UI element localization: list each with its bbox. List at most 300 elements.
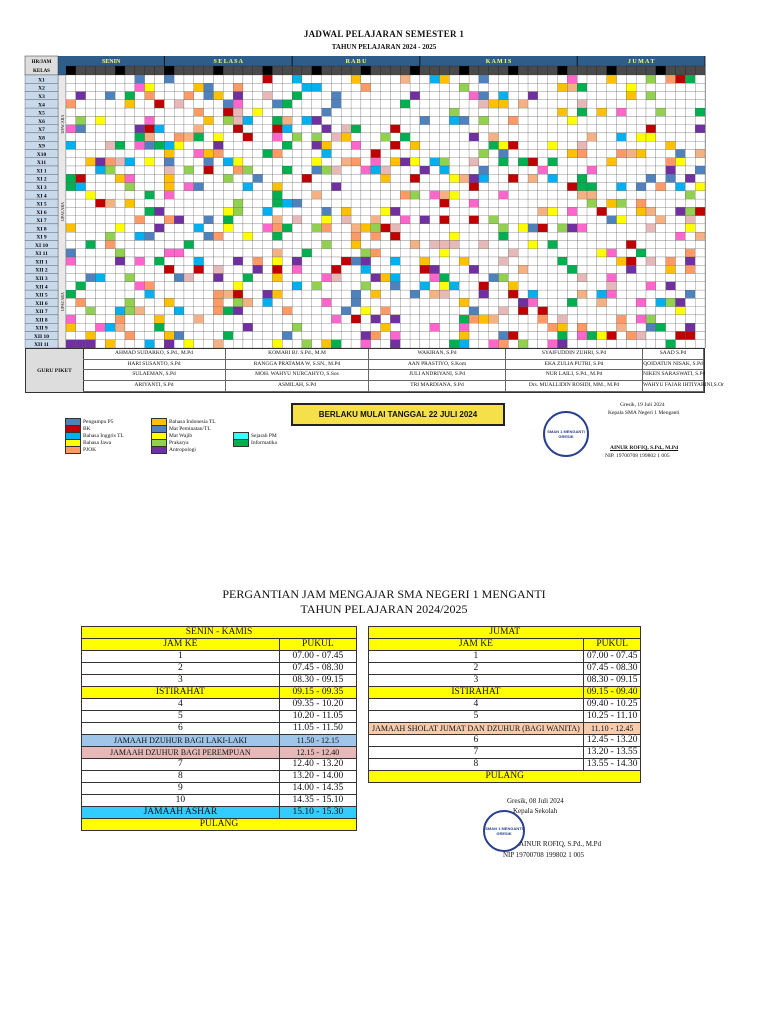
schedule-cell bbox=[302, 249, 312, 257]
grid-period-cell bbox=[361, 66, 371, 75]
schedule-cell bbox=[577, 249, 587, 257]
schedule-cell bbox=[341, 249, 351, 257]
sign2-role: Kepala Sekolah bbox=[513, 807, 558, 815]
schedule-cell bbox=[685, 174, 695, 182]
schedule-cell bbox=[577, 183, 587, 191]
schedule-cell bbox=[312, 116, 322, 124]
schedule-cell bbox=[76, 240, 86, 248]
schedule-cell bbox=[341, 274, 351, 282]
schedule-cell bbox=[597, 323, 607, 331]
schedule-cell bbox=[400, 232, 410, 240]
schedule-cell bbox=[154, 199, 164, 207]
schedule-cell bbox=[479, 100, 489, 108]
schedule-cell bbox=[253, 240, 263, 248]
schedule-cell bbox=[440, 100, 450, 108]
schedule-cell bbox=[410, 133, 420, 141]
grid-period-cell bbox=[322, 66, 332, 75]
class-label: XII 10 bbox=[33, 333, 50, 340]
jumat-pukul: 13.55 - 14.30 bbox=[583, 759, 641, 771]
schedule-cell bbox=[440, 232, 450, 240]
schedule-cell bbox=[361, 199, 371, 207]
schedule-cell bbox=[459, 249, 469, 257]
schedule-cell bbox=[440, 207, 450, 215]
schedule-cell bbox=[558, 340, 568, 348]
schedule-cell bbox=[685, 216, 695, 224]
schedule-cell bbox=[430, 75, 440, 83]
schedule-cell bbox=[390, 315, 400, 323]
schedule-cell bbox=[685, 133, 695, 141]
schedule-cell bbox=[174, 331, 184, 339]
schedule-cell bbox=[125, 108, 135, 116]
schedule-cell bbox=[420, 216, 430, 224]
schedule-cell bbox=[636, 290, 646, 298]
schedule-cell bbox=[400, 274, 410, 282]
schedule-cell bbox=[666, 183, 676, 191]
grid-period-cell bbox=[400, 66, 410, 75]
senin-kamis-row bbox=[82, 627, 357, 639]
schedule-cell bbox=[518, 83, 528, 91]
schedule-cell bbox=[587, 174, 597, 182]
schedule-cell bbox=[626, 290, 636, 298]
schedule-cell bbox=[518, 274, 528, 282]
schedule-cell bbox=[420, 274, 430, 282]
schedule-cell bbox=[184, 92, 194, 100]
schedule-cell bbox=[145, 100, 155, 108]
schedule-cell bbox=[449, 249, 459, 257]
schedule-cell bbox=[430, 265, 440, 273]
schedule-cell bbox=[213, 240, 223, 248]
schedule-cell bbox=[695, 298, 705, 306]
schedule-cell bbox=[390, 141, 400, 149]
schedule-cell bbox=[646, 141, 656, 149]
schedule-cell bbox=[154, 149, 164, 157]
schedule-cell bbox=[685, 83, 695, 91]
schedule-cell bbox=[666, 274, 676, 282]
schedule-cell bbox=[587, 331, 597, 339]
schedule-cell bbox=[341, 340, 351, 348]
schedule-cell bbox=[223, 207, 233, 215]
schedule-cell bbox=[351, 265, 361, 273]
schedule-cell bbox=[302, 158, 312, 166]
schedule-cell bbox=[331, 133, 341, 141]
schedule-cell bbox=[420, 158, 430, 166]
schedule-cell bbox=[685, 331, 695, 339]
schedule-cell bbox=[351, 207, 361, 215]
grid-period-cell bbox=[410, 66, 420, 75]
schedule-cell bbox=[233, 307, 243, 315]
schedule-cell bbox=[312, 331, 322, 339]
schedule-cell bbox=[194, 298, 204, 306]
schedule-cell bbox=[154, 282, 164, 290]
schedule-cell bbox=[508, 340, 518, 348]
schedule-cell bbox=[164, 315, 174, 323]
schedule-cell bbox=[597, 257, 607, 265]
schedule-cell bbox=[204, 125, 214, 133]
grid-period-cell bbox=[351, 66, 361, 75]
schedule-cell bbox=[489, 191, 499, 199]
schedule-cell bbox=[440, 307, 450, 315]
schedule-cell bbox=[223, 257, 233, 265]
schedule-cell bbox=[292, 166, 302, 174]
schedule-cell bbox=[351, 149, 361, 157]
schedule-cell bbox=[567, 315, 577, 323]
schedule-cell bbox=[469, 298, 479, 306]
schedule-cell bbox=[538, 340, 548, 348]
schedule-cell bbox=[636, 158, 646, 166]
schedule-cell bbox=[125, 141, 135, 149]
schedule-cell bbox=[174, 323, 184, 331]
schedule-cell bbox=[243, 92, 253, 100]
grid-period-cell bbox=[577, 66, 587, 75]
schedule-cell bbox=[253, 290, 263, 298]
schedule-cell bbox=[371, 282, 381, 290]
schedule-cell bbox=[331, 149, 341, 157]
schedule-cell bbox=[459, 158, 469, 166]
schedule-cell bbox=[272, 158, 282, 166]
senin-kamis-jam: JAMAAH DZUHUR BAGI LAKI-LAKI bbox=[82, 735, 280, 747]
schedule-cell bbox=[233, 249, 243, 257]
schedule-cell bbox=[135, 298, 145, 306]
class-label: X1 bbox=[38, 77, 45, 84]
schedule-cell bbox=[204, 174, 214, 182]
sign2-place-date: Gresik, 08 Juli 2024 bbox=[507, 797, 564, 805]
schedule-cell bbox=[105, 158, 115, 166]
schedule-cell bbox=[449, 125, 459, 133]
schedule-cell bbox=[636, 265, 646, 273]
schedule-cell bbox=[322, 224, 332, 232]
schedule-cell bbox=[312, 298, 322, 306]
schedule-cell bbox=[381, 274, 391, 282]
schedule-cell bbox=[322, 199, 332, 207]
schedule-cell bbox=[194, 340, 204, 348]
schedule-cell bbox=[282, 92, 292, 100]
schedule-cell bbox=[676, 199, 686, 207]
schedule-cell bbox=[331, 307, 341, 315]
schedule-cell bbox=[233, 331, 243, 339]
class-label: XI 2 bbox=[36, 176, 47, 183]
schedule-cell bbox=[223, 133, 233, 141]
schedule-cell bbox=[587, 240, 597, 248]
schedule-cell bbox=[577, 133, 587, 141]
schedule-cell bbox=[558, 315, 568, 323]
schedule-cell bbox=[518, 149, 528, 157]
schedule-cell bbox=[626, 249, 636, 257]
schedule-cell bbox=[518, 108, 528, 116]
schedule-cell bbox=[66, 191, 76, 199]
class-label: XI 6 bbox=[36, 209, 47, 216]
schedule-cell bbox=[233, 265, 243, 273]
senin-kamis-row bbox=[82, 699, 357, 711]
schedule-cell bbox=[587, 232, 597, 240]
schedule-cell bbox=[430, 290, 440, 298]
schedule-cell bbox=[636, 83, 646, 91]
schedule-cell bbox=[499, 240, 509, 248]
schedule-cell bbox=[174, 166, 184, 174]
schedule-cell bbox=[440, 133, 450, 141]
schedule-cell bbox=[213, 257, 223, 265]
schedule-cell bbox=[233, 166, 243, 174]
schedule-cell bbox=[145, 257, 155, 265]
schedule-cell bbox=[351, 83, 361, 91]
schedule-cell bbox=[508, 224, 518, 232]
schedule-cell bbox=[597, 274, 607, 282]
schedule-cell bbox=[292, 257, 302, 265]
schedule-cell bbox=[489, 232, 499, 240]
class-label: XI 7 bbox=[36, 218, 47, 225]
schedule-cell bbox=[400, 315, 410, 323]
schedule-cell bbox=[499, 108, 509, 116]
schedule-cell bbox=[390, 232, 400, 240]
schedule-cell bbox=[66, 307, 76, 315]
jumat-row bbox=[369, 699, 641, 711]
schedule-cell bbox=[204, 207, 214, 215]
schedule-cell bbox=[587, 100, 597, 108]
schedule-cell bbox=[105, 207, 115, 215]
schedule-cell bbox=[312, 307, 322, 315]
schedule-cell bbox=[164, 133, 174, 141]
senin-kamis-row bbox=[82, 711, 357, 723]
schedule-cell bbox=[263, 323, 273, 331]
schedule-cell bbox=[489, 298, 499, 306]
schedule-cell bbox=[125, 257, 135, 265]
class-label: X10 bbox=[36, 151, 47, 158]
schedule-cell bbox=[499, 340, 509, 348]
schedule-cell bbox=[115, 199, 125, 207]
schedule-cell bbox=[400, 199, 410, 207]
schedule-cell bbox=[548, 265, 558, 273]
schedule-cell bbox=[508, 92, 518, 100]
schedule-cell bbox=[174, 125, 184, 133]
schedule-cell bbox=[184, 191, 194, 199]
schedule-cell bbox=[263, 92, 273, 100]
schedule-cell bbox=[656, 108, 666, 116]
schedule-cell bbox=[430, 83, 440, 91]
schedule-cell bbox=[184, 116, 194, 124]
schedule-cell bbox=[95, 166, 105, 174]
schedule-cell bbox=[204, 290, 214, 298]
schedule-cell bbox=[400, 158, 410, 166]
schedule-cell bbox=[390, 199, 400, 207]
schedule-cell bbox=[469, 282, 479, 290]
schedule-cell bbox=[282, 199, 292, 207]
jumat-pukul: 12.45 - 13.20 bbox=[583, 735, 641, 747]
schedule-cell bbox=[508, 249, 518, 257]
schedule-cell bbox=[459, 315, 469, 323]
schedule-cell bbox=[567, 290, 577, 298]
schedule-cell bbox=[263, 125, 273, 133]
schedule-cell bbox=[587, 108, 597, 116]
schedule-cell bbox=[567, 100, 577, 108]
schedule-cell bbox=[125, 240, 135, 248]
schedule-cell bbox=[617, 265, 627, 273]
schedule-cell bbox=[282, 125, 292, 133]
schedule-cell bbox=[420, 149, 430, 157]
schedule-cell bbox=[86, 158, 96, 166]
schedule-cell bbox=[243, 307, 253, 315]
schedule-cell bbox=[341, 133, 351, 141]
schedule-cell bbox=[272, 174, 282, 182]
schedule-cell bbox=[390, 240, 400, 248]
schedule-cell bbox=[567, 166, 577, 174]
schedule-cell bbox=[390, 83, 400, 91]
schedule-cell bbox=[95, 75, 105, 83]
schedule-cell bbox=[351, 116, 361, 124]
schedule-cell bbox=[86, 125, 96, 133]
schedule-cell bbox=[66, 75, 76, 83]
schedule-cell bbox=[223, 331, 233, 339]
schedule-cell bbox=[253, 298, 263, 306]
schedule-cell bbox=[459, 199, 469, 207]
schedule-cell bbox=[518, 92, 528, 100]
schedule-cell bbox=[115, 149, 125, 157]
schedule-cell bbox=[115, 166, 125, 174]
schedule-cell bbox=[341, 216, 351, 224]
schedule-cell bbox=[410, 207, 420, 215]
schedule-cell bbox=[272, 249, 282, 257]
schedule-cell bbox=[361, 323, 371, 331]
schedule-cell bbox=[410, 83, 420, 91]
schedule-cell bbox=[105, 174, 115, 182]
senin-kamis-pukul: 10.20 - 11.05 bbox=[279, 711, 356, 723]
schedule-cell bbox=[607, 83, 617, 91]
schedule-cell bbox=[361, 149, 371, 157]
schedule-cell bbox=[86, 149, 96, 157]
schedule-cell bbox=[410, 75, 420, 83]
schedule-cell bbox=[499, 331, 509, 339]
schedule-cell bbox=[263, 298, 273, 306]
schedule-cell bbox=[459, 340, 469, 348]
grid-period-cell bbox=[76, 66, 86, 75]
schedule-cell bbox=[656, 315, 666, 323]
schedule-cell bbox=[95, 331, 105, 339]
schedule-cell bbox=[420, 116, 430, 124]
schedule-cell bbox=[115, 116, 125, 124]
grid-period-cell bbox=[538, 66, 548, 75]
schedule-cell bbox=[587, 340, 597, 348]
schedule-cell bbox=[558, 116, 568, 124]
schedule-cell bbox=[607, 274, 617, 282]
schedule-cell bbox=[66, 257, 76, 265]
schedule-cell bbox=[508, 315, 518, 323]
schedule-cell bbox=[253, 232, 263, 240]
schedule-cell bbox=[430, 92, 440, 100]
schedule-cell bbox=[302, 199, 312, 207]
schedule-cell bbox=[617, 207, 627, 215]
schedule-cell bbox=[135, 216, 145, 224]
schedule-cell bbox=[577, 199, 587, 207]
schedule-cell bbox=[194, 257, 204, 265]
schedule-cell bbox=[508, 158, 518, 166]
schedule-cell bbox=[253, 224, 263, 232]
schedule-cell bbox=[607, 207, 617, 215]
schedule-cell bbox=[312, 290, 322, 298]
schedule-cell bbox=[390, 108, 400, 116]
schedule-cell bbox=[410, 166, 420, 174]
schedule-cell bbox=[115, 83, 125, 91]
schedule-cell bbox=[145, 125, 155, 133]
schedule-cell bbox=[626, 307, 636, 315]
senin-kamis-jam: JAMAAH ASHAR bbox=[82, 807, 280, 819]
schedule-cell bbox=[499, 298, 509, 306]
schedule-cell bbox=[135, 166, 145, 174]
schedule-cell bbox=[587, 282, 597, 290]
schedule-cell bbox=[400, 92, 410, 100]
schedule-cell bbox=[282, 315, 292, 323]
schedule-cell bbox=[548, 92, 558, 100]
class-label: X9 bbox=[38, 143, 45, 150]
schedule-cell bbox=[528, 125, 538, 133]
schedule-cell bbox=[223, 108, 233, 116]
schedule-cell bbox=[243, 298, 253, 306]
schedule-cell bbox=[213, 282, 223, 290]
schedule-cell bbox=[292, 240, 302, 248]
schedule-cell bbox=[371, 290, 381, 298]
schedule-cell bbox=[243, 265, 253, 273]
schedule-cell bbox=[115, 249, 125, 257]
schedule-cell bbox=[538, 166, 548, 174]
grid-period-cell bbox=[607, 66, 617, 75]
schedule-cell bbox=[430, 315, 440, 323]
schedule-cell bbox=[548, 174, 558, 182]
grid-day-3: K A M I S bbox=[485, 59, 512, 65]
schedule-cell bbox=[125, 199, 135, 207]
schedule-cell bbox=[282, 307, 292, 315]
schedule-cell bbox=[656, 174, 666, 182]
schedule-cell bbox=[292, 265, 302, 273]
schedule-cell bbox=[626, 116, 636, 124]
schedule-cell bbox=[135, 133, 145, 141]
grid-period-cell bbox=[292, 66, 302, 75]
schedule-cell bbox=[145, 315, 155, 323]
schedule-cell bbox=[695, 133, 705, 141]
schedule-cell bbox=[322, 141, 332, 149]
schedule-cell bbox=[263, 224, 273, 232]
schedule-cell bbox=[312, 149, 322, 157]
legend-item bbox=[65, 446, 96, 454]
schedule-cell bbox=[381, 92, 391, 100]
schedule-cell bbox=[164, 298, 174, 306]
schedule-cell bbox=[76, 158, 86, 166]
schedule-cell bbox=[548, 257, 558, 265]
class-label: XII 9 bbox=[35, 325, 48, 332]
schedule-cell bbox=[371, 174, 381, 182]
schedule-cell bbox=[528, 224, 538, 232]
schedule-cell bbox=[331, 331, 341, 339]
schedule-cell bbox=[233, 282, 243, 290]
schedule-cell bbox=[597, 125, 607, 133]
schedule-cell bbox=[518, 307, 528, 315]
schedule-cell bbox=[538, 207, 548, 215]
schedule-cell bbox=[646, 133, 656, 141]
schedule-cell bbox=[174, 75, 184, 83]
schedule-cell bbox=[213, 274, 223, 282]
schedule-cell bbox=[577, 257, 587, 265]
schedule-cell bbox=[302, 141, 312, 149]
schedule-cell bbox=[223, 307, 233, 315]
schedule-cell bbox=[449, 298, 459, 306]
schedule-cell bbox=[223, 149, 233, 157]
schedule-cell bbox=[617, 108, 627, 116]
schedule-cell bbox=[449, 315, 459, 323]
schedule-cell bbox=[469, 166, 479, 174]
senin-kamis-row bbox=[82, 807, 357, 819]
schedule-cell bbox=[164, 257, 174, 265]
schedule-cell bbox=[666, 340, 676, 348]
schedule-cell bbox=[440, 116, 450, 124]
class-label: XII 6 bbox=[35, 300, 48, 307]
schedule-cell bbox=[272, 100, 282, 108]
schedule-cell bbox=[626, 166, 636, 174]
